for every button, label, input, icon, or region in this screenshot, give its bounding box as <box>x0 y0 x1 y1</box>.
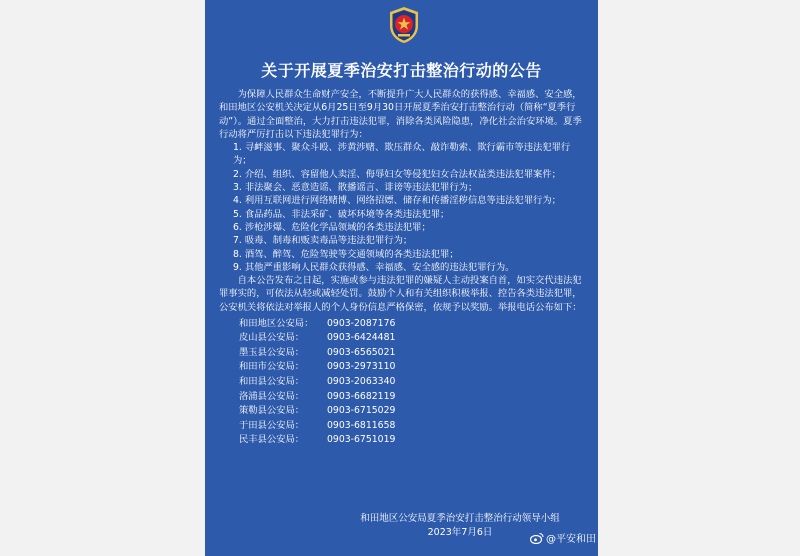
hotline-row <box>219 316 586 331</box>
hotline-list <box>219 316 586 447</box>
weibo-watermark <box>530 530 596 545</box>
hotline-row <box>219 360 586 375</box>
hotline-name: 皮山县公安局： <box>239 332 305 344</box>
hotline-phone: 0903-2973110 <box>327 361 396 373</box>
hotline-row <box>219 389 586 404</box>
notice-item-4: 4. 利用互联网进行网络赌博、网络招嫖、储存和传播淫秽信息等违法犯罪行为； <box>233 195 561 207</box>
hotline-name: 策勒县公安局： <box>239 405 305 417</box>
notice-closing: 自本公告发布之日起，实施或参与违法犯罪的嫌疑人主动投案自首，如实交代违法犯罪事实的，可依法从轻或减轻处罚。鼓励个人和有关组织积极举报、控告各类违法犯罪，公安机关将依法对举报人的个人身份信息严格保密，依规予以奖励。举报电话公布如下： <box>219 275 582 313</box>
hotline-row <box>219 374 586 389</box>
hotline-name: 和田县公安局： <box>239 376 305 388</box>
watermark-text: @平安和田 <box>546 534 596 545</box>
notice-item-9: 9. 其他严重影响人民群众获得感、幸福感、安全感的违法犯罪行为。 <box>233 261 515 273</box>
hotline-row <box>219 418 586 433</box>
hotline-name: 和田市公安局： <box>239 361 305 373</box>
hotline-phone: 0903-2087176 <box>327 317 396 329</box>
hotline-name: 墨玉县公安局： <box>239 346 305 358</box>
notice-item-1: 1. 寻衅滋事、聚众斗殴、涉黄涉赌、欺压群众、敲诈勒索、欺行霸市等违法犯罪行为； <box>233 142 571 167</box>
hotline-row <box>219 433 586 448</box>
hotline-name: 于田县公安局： <box>239 419 305 431</box>
hotline-phone: 0903-6715029 <box>327 405 396 417</box>
signature-org: 和田地区公安局夏季治安打击整治行动领导小组 <box>360 513 560 524</box>
hotline-phone: 0903-6424481 <box>327 332 396 344</box>
notice-item-3: 3. 非法聚会、恶意造谣、散播谣言、诽谤等违法犯罪行为； <box>233 182 478 194</box>
notice-item-2: 2. 介绍、组织、容留他人卖淫、侮辱妇女等侵犯妇女合法权益类违法犯罪案件； <box>233 168 561 180</box>
hotline-phone: 0903-6811658 <box>327 419 396 431</box>
notice-item-7: 7. 吸毒、制毒和贩卖毒品等违法犯罪行为； <box>233 235 413 247</box>
hotline-phone: 0903-6751019 <box>327 434 396 446</box>
notice-title: 关于开展夏季治安打击整治行动的公告 <box>261 61 542 80</box>
weibo-logo-icon <box>530 532 544 544</box>
hotline-phone: 0903-2063340 <box>327 376 396 388</box>
notice-intro: 为保障人民群众生命财产安全，不断提升广大人民群众的获得感、幸福感、安全感，和田地区公安机关决定从6月25日至9月30日开展夏季治安打击整治行动（简称“夏季行动”）。通过全面整治，大力打击违法犯罪，消除各类风险隐患，净化社会治安环境。夏季行动将严厉打击以下违法犯罪行为： <box>219 89 582 140</box>
notice-item-6: 6. 涉枪涉爆、危险化学品领域的各类违法犯罪； <box>233 221 431 233</box>
notice-poster <box>205 0 598 556</box>
police-emblem-icon <box>387 6 421 44</box>
notice-item-5: 5. 食品药品、非法采矿、破坏环境等各类违法犯罪； <box>233 208 450 220</box>
hotline-name: 和田地区公安局： <box>239 317 314 329</box>
hotline-row <box>219 404 586 419</box>
hotline-row <box>219 331 586 346</box>
hotline-name: 民丰县公安局： <box>239 434 305 446</box>
signature-date: 2023年7月6日 <box>427 527 493 538</box>
hotline-phone: 0903-6565021 <box>327 346 396 358</box>
hotline-phone: 0903-6682119 <box>327 390 396 402</box>
hotline-row <box>219 345 586 360</box>
notice-item-8: 8. 酒驾、醉驾、危险驾驶等交通领域的各类违法犯罪； <box>233 248 459 260</box>
hotline-name: 洛浦县公安局： <box>239 390 305 402</box>
notice-body <box>219 88 586 447</box>
